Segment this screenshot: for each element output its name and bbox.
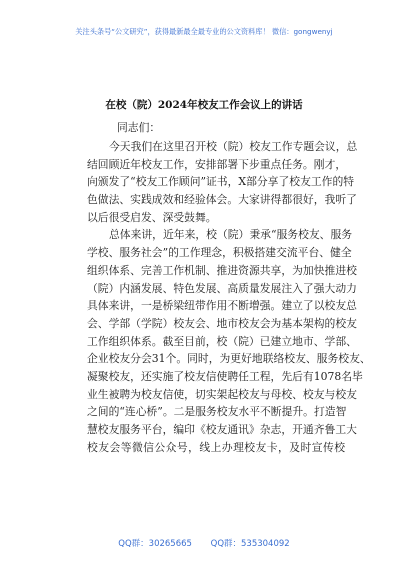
paragraph-line: 学校、服务社会”的工作理念，积极搭建交流平台、健全 [87,246,352,260]
paragraph-line: 今天我们在这里召开校（院）校友工作专题会议，总 [109,140,358,153]
paragraph-line: 企业校友分会31个。同时，为更好地联络校友、服务校友、 [87,352,371,366]
header-notice[interactable]: 关注头条号“公文研究”，获得最新最全最专业的公文资料库！ 微信：gongwenyj [75,27,333,36]
document-body [87,138,371,456]
paragraph-line: 以后很受启发、深受鼓舞。 [87,210,217,224]
paragraph-line: 之间的“连心桥”。二是服务校友水平不断提升。打造智 [87,405,347,419]
paragraph-line: 具体来讲，一是桥梁纽带作用不断增强。建立了以校友总 [87,299,357,313]
greeting: 同志们： [117,121,161,134]
document-title: 在校（院）2024年校友工作会议上的讲话 [105,99,303,111]
qq-group-1[interactable]: QQ群：30265665 [118,539,192,549]
paragraph-line: 工作组织体系。截至目前，校（院）已建立地市、学部、 [87,334,357,348]
paragraph-line: 向颁发了“校友工作顾问”证书，X部分享了校友工作的特 [87,175,355,189]
paragraph-line: 慧校友服务平台，编印《校友通讯》杂志，开通齐鲁工大 [87,423,357,436]
paragraph-line: 结回顾近年校友工作，安排部署下步重点任务。刚才， [87,157,347,171]
paragraph-line: （院）内涵发展、特色发展、高质量发展注入了强大动力 [87,281,357,295]
paragraph-line: 组织体系、完善工作机制、推进资源共享，为加快推进校 [87,263,357,277]
paragraph-line: 业生被聘为校友信使，切实架起校友与母校、校友与校友 [87,387,357,401]
paragraph-line: 凝聚校友，还实施了校友信使聘任工程，先后有1078名毕 [87,369,363,383]
paragraph-line: 总体来讲，近年来，校（院）秉承“服务校友、服务 [109,228,353,242]
footer-qq-groups [0,537,408,549]
paragraph-line: 色做法、实践成效和经验体会。大家讲得都很好，我听了 [87,193,357,207]
paragraph-line: 校友会等微信公众号，线上办理校友卡，及时宣传校 [87,440,345,454]
qq-group-2[interactable]: QQ群：535304092 [210,539,290,549]
paragraph-line: 会、学部（学院）校友会、地市校友会为基本架构的校友 [87,316,357,330]
